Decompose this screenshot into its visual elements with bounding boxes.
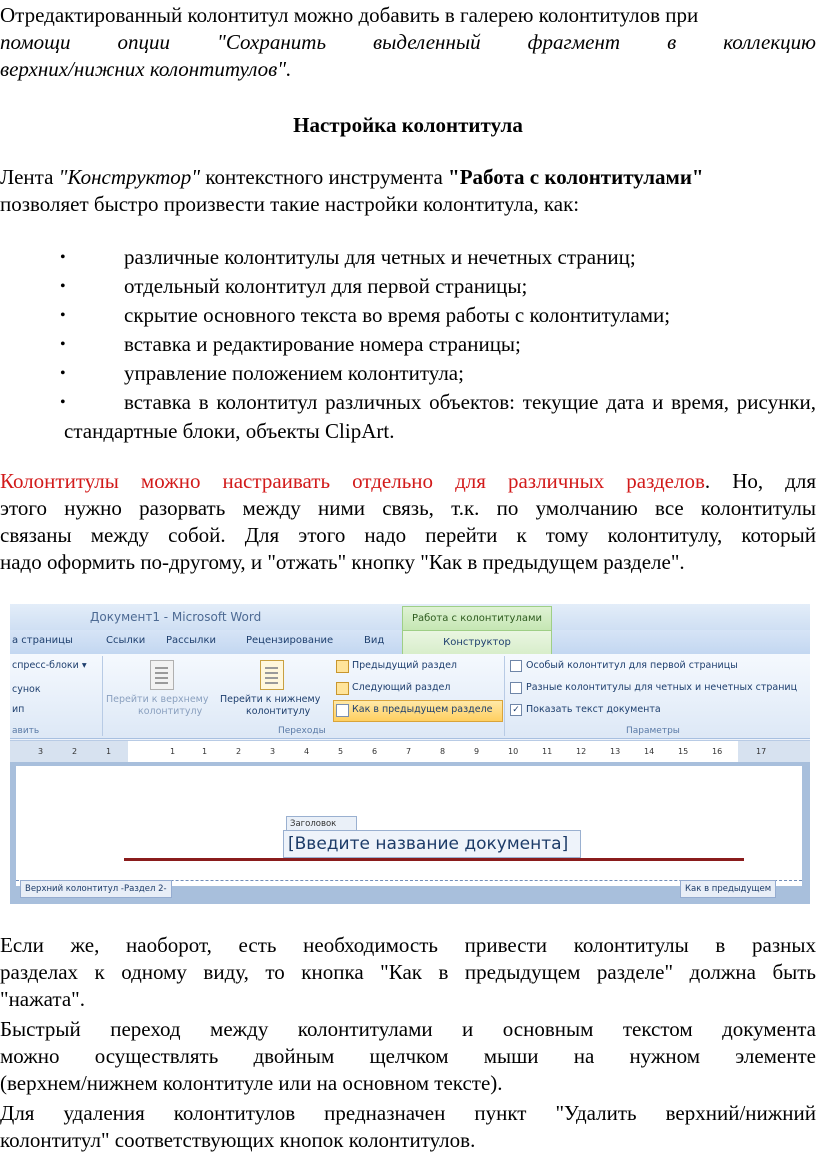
intro-line-2: помощи опции "Сохранить выделенный фрагмент в коллекцию xyxy=(0,30,816,54)
previous-section-button[interactable]: Предыдущий раздел xyxy=(352,660,457,671)
picture-button[interactable]: сунок xyxy=(12,684,41,695)
ribbon-separator xyxy=(102,656,103,736)
lenta-line-2: позволяет быстро произвести такие настройки колонтитула, как: xyxy=(0,192,580,216)
next-section-icon xyxy=(336,682,349,695)
list-item: • отдельный колонтитул для первой страницы; xyxy=(0,272,816,301)
tab-review[interactable]: Рецензирование xyxy=(246,635,334,646)
tab-mailings[interactable]: Рассылки xyxy=(166,635,216,646)
document-page-canvas[interactable] xyxy=(16,766,802,886)
list-item: • управление положением колонтитула; xyxy=(0,359,816,388)
window-title: Документ1 - Microsoft Word xyxy=(90,610,262,624)
title-control-label: Заголовок xyxy=(286,816,357,832)
quick-nav-paragraph: Быстрый переход между колонтитулами и основным текстом документа можно осуществлять двойным щелчком мыши на нужном элементе (верхнем/нижнем колонтитуле или на основном тексте). xyxy=(0,1017,816,1095)
header-rule-line xyxy=(124,858,744,861)
bullet-icon: • xyxy=(60,365,66,382)
options-group-label: Параметры xyxy=(626,726,680,736)
lenta-designer-name: "Конструктор" xyxy=(58,165,201,189)
horizontal-ruler[interactable]: 3 2 1 1 1 2 3 4 5 6 7 8 9 10 11 12 13 14 15 16 17 xyxy=(10,740,810,764)
tab-references[interactable]: Ссылки xyxy=(106,635,146,646)
title-content-control[interactable]: [Введите название документа] xyxy=(283,830,581,858)
bullet-icon: • xyxy=(60,278,66,295)
same-as-previous-tag: Как в предыдущем xyxy=(680,880,776,898)
lenta-paragraph xyxy=(0,164,816,218)
show-document-text-checkbox[interactable]: ✓ xyxy=(510,704,522,716)
quick-parts-button[interactable]: спресс-блоки ▾ xyxy=(12,660,87,671)
intro-line-3: верхних/нижних колонтитулов". xyxy=(0,57,292,81)
document-area xyxy=(10,762,810,904)
different-odd-even-checkbox[interactable] xyxy=(510,682,522,694)
goto-footer-icon xyxy=(260,660,284,690)
context-tool-header: Работа с колонтитулами xyxy=(402,606,552,631)
section-heading: Настройка колонтитула xyxy=(293,113,523,137)
bullet-icon: • xyxy=(60,336,66,353)
intro-line-1: Отредактированный колонтитул можно добавить в галерею колонтитулов при xyxy=(0,3,699,27)
settings-bullet-list xyxy=(0,243,816,446)
tab-view[interactable]: Вид xyxy=(364,635,385,646)
header-section-tag: Верхний колонтитул -Раздел 2- xyxy=(20,880,172,898)
sections-paragraph: Колонтитулы можно настраивать отдельно для различных разделов. Но, для этого нужно разорвать между ними связь, т.к. по умолчанию все колонтитулы связаны между собой. Для этого надо перейти к тому колонтитулу, который надо оформить по-другому, и "отжать" кнопку "Как в предыдущем разделе". xyxy=(0,469,816,574)
tab-page-layout[interactable]: а страницы xyxy=(12,635,73,646)
lenta-text-1: Лента xyxy=(0,165,59,189)
different-first-page-checkbox[interactable] xyxy=(510,660,522,672)
bullet-icon: • xyxy=(60,394,66,411)
goto-header-button[interactable]: Перейти к верхнему xyxy=(106,694,209,705)
list-item: • различные колонтитулы для четных и нечетных страниц; xyxy=(0,243,816,272)
different-first-page-label: Особый колонтитул для первой страницы xyxy=(526,660,738,671)
after-paragraph: Если же, наоборот, есть необходимость привести колонтитулы в разных разделах к одному виду, то кнопка "Как в предыдущем разделе" должна быть "нажата". xyxy=(0,933,816,1011)
show-document-text-label: Показать текст документа xyxy=(526,704,661,715)
goto-footer-button[interactable]: Перейти к нижнему xyxy=(220,694,321,705)
link-to-previous-button[interactable]: Как в предыдущем разделе xyxy=(352,704,493,715)
lenta-tool-name: "Работа с колонтитулами" xyxy=(448,165,704,189)
previous-section-icon xyxy=(336,660,349,673)
goto-footer-button-line2[interactable]: колонтитулу xyxy=(246,706,311,717)
bullet-icon: • xyxy=(60,249,66,266)
list-item: • скрытие основного текста во время работы с колонтитулами; xyxy=(0,301,816,330)
tab-designer[interactable]: Конструктор xyxy=(402,630,552,656)
delete-paragraph: Для удаления колонтитулов предназначен пункт "Удалить верхний/нижний колонтитул" соответствующих кнопок колонтитулов. xyxy=(0,1101,816,1152)
goto-header-icon xyxy=(150,660,174,690)
list-item: • вставка в колонтитул различных объектов: текущие дата и время, рисунки, стандартные блоки, объекты ClipArt. xyxy=(60,390,816,443)
navigation-group-label: Переходы xyxy=(278,726,326,736)
goto-header-button-line2[interactable]: колонтитулу xyxy=(138,706,203,717)
sections-red-text: Колонтитулы можно настраивать отдельно для различных разделов xyxy=(0,469,705,493)
intro-paragraph xyxy=(0,2,816,83)
word-screenshot xyxy=(10,604,810,904)
insert-group-label: авить xyxy=(12,726,40,736)
list-item: • вставка и редактирование номера страницы; xyxy=(0,330,816,359)
bullet-icon: • xyxy=(60,307,66,324)
lenta-text-2: контекстного инструмента xyxy=(200,165,449,189)
link-to-previous-icon xyxy=(336,704,349,717)
different-odd-even-label: Разные колонтитулы для четных и нечетных страниц xyxy=(526,682,798,693)
clipart-button[interactable]: ип xyxy=(12,704,25,715)
next-section-button[interactable]: Следующий раздел xyxy=(352,682,451,693)
ribbon-separator xyxy=(504,656,505,736)
